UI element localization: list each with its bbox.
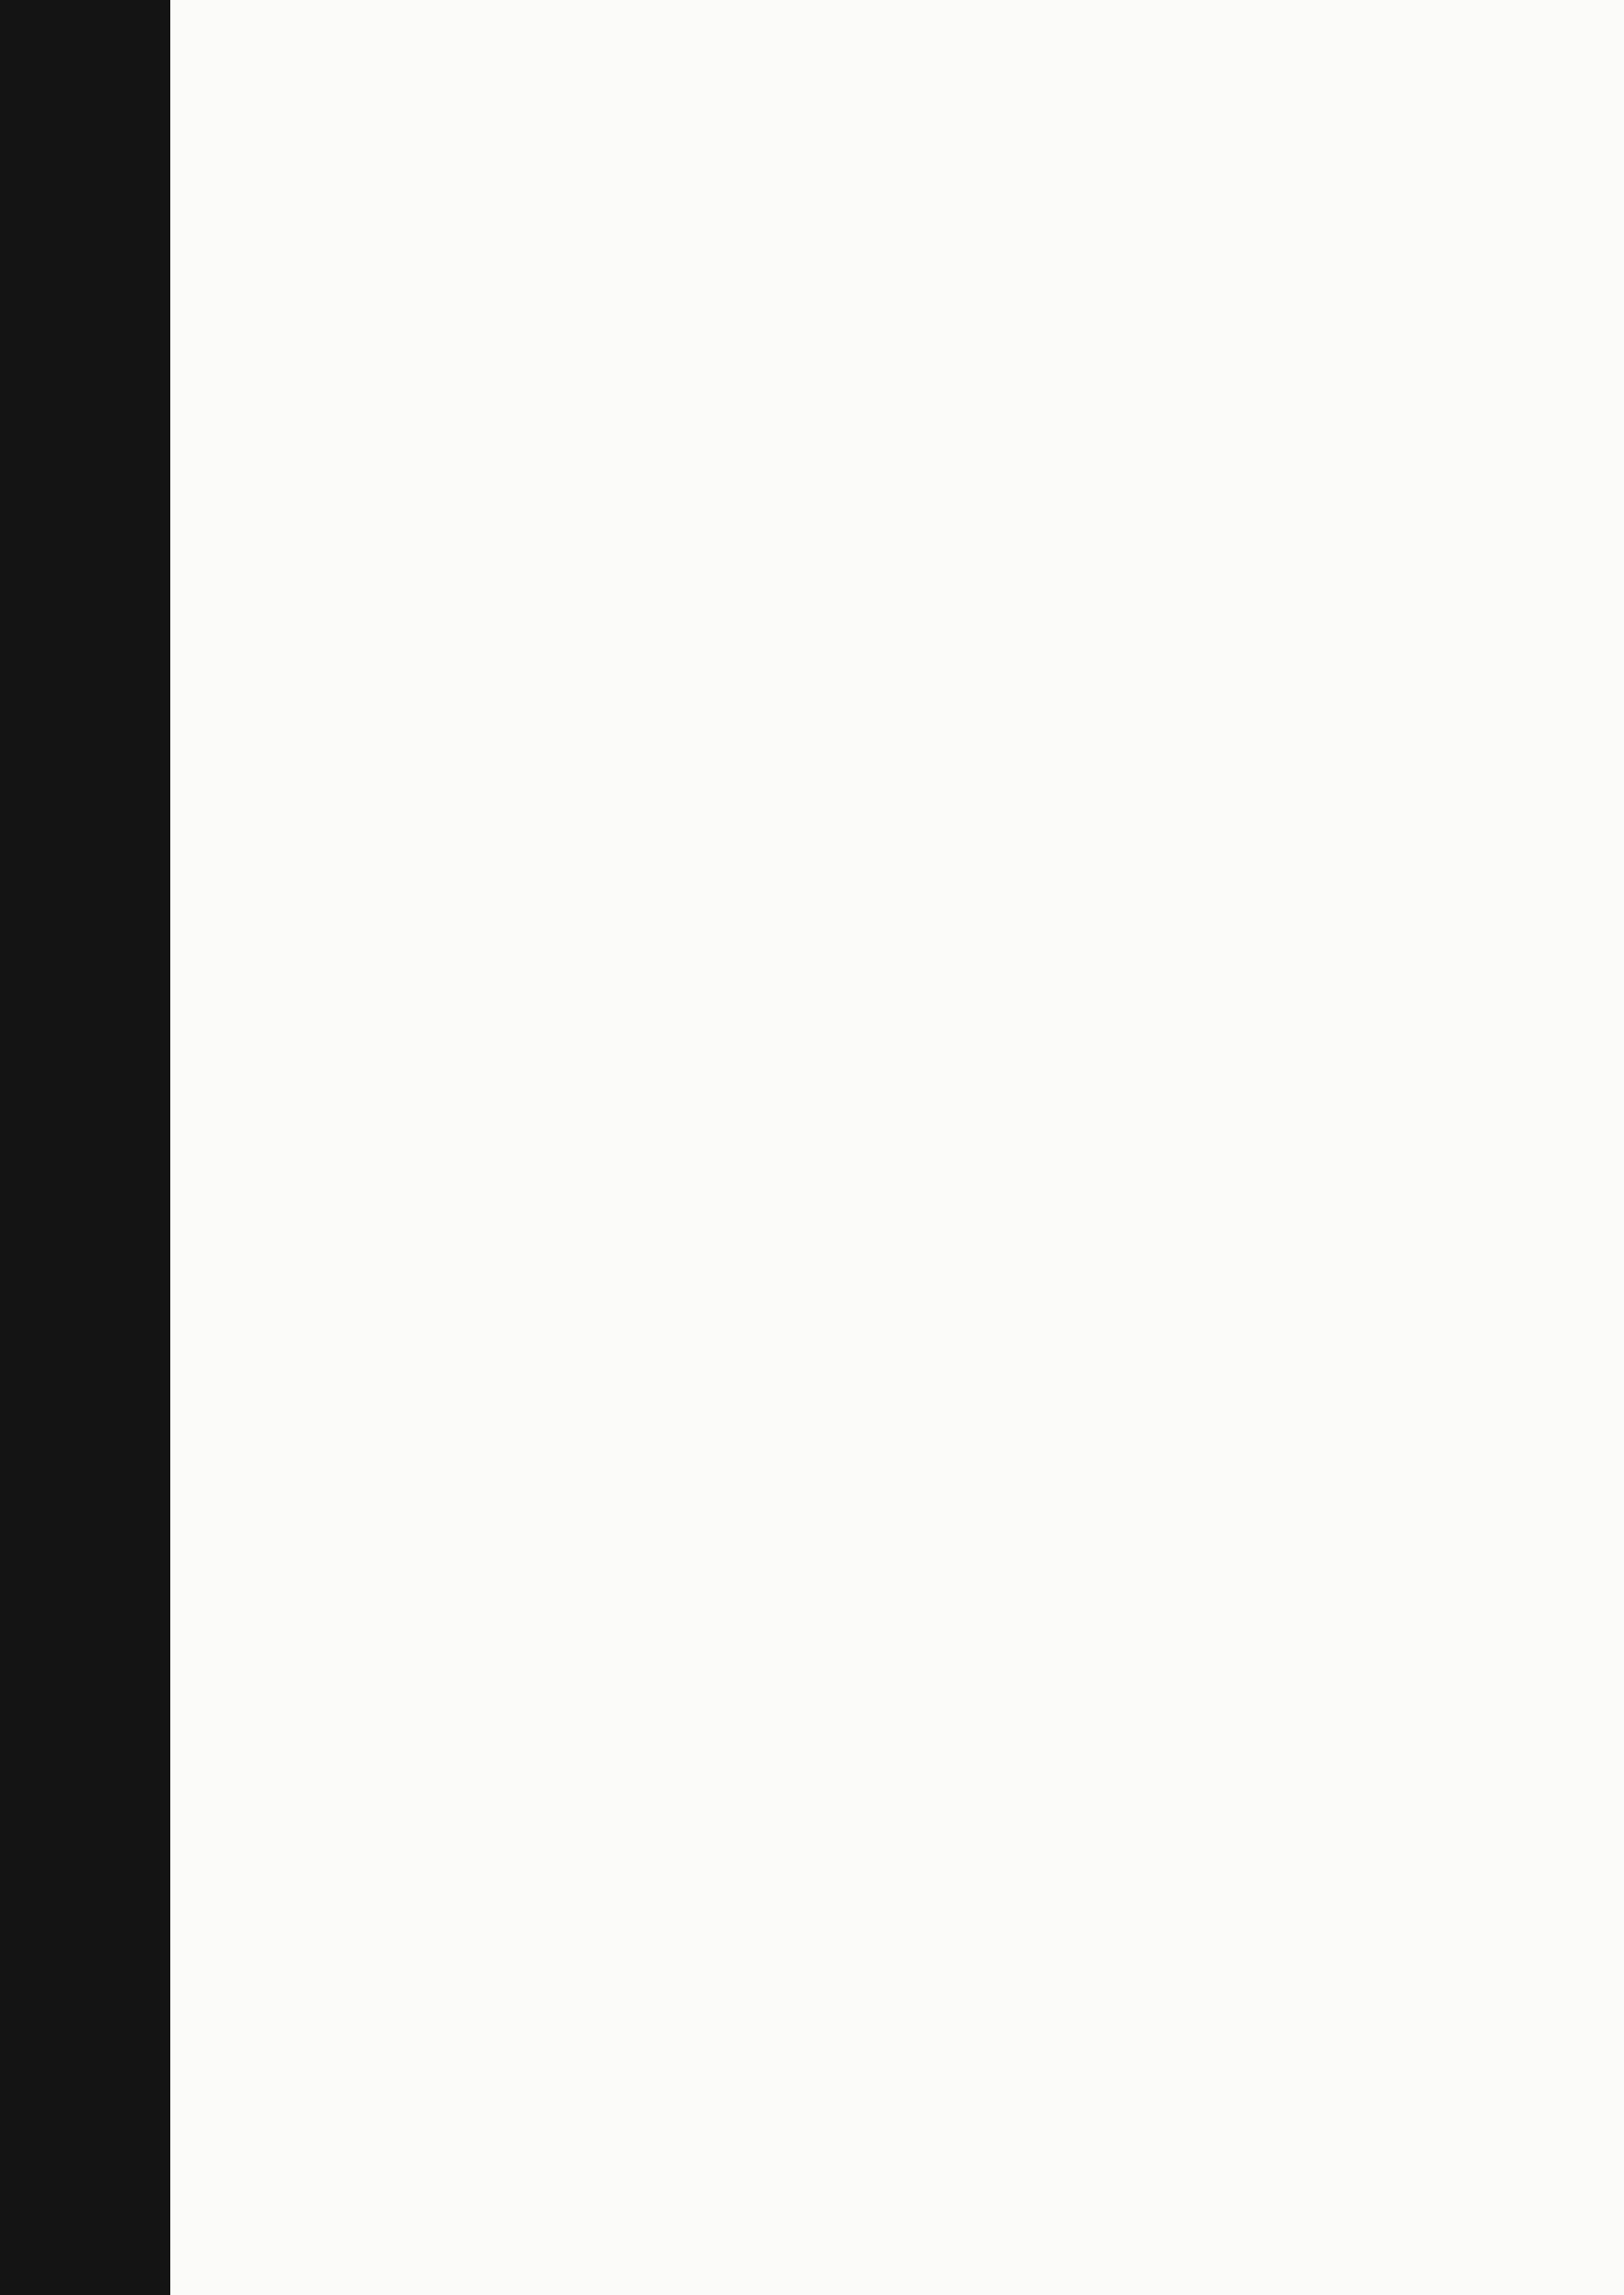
programme-page bbox=[235, 170, 1507, 206]
top-ornament-row bbox=[193, 99, 1555, 143]
bottom-ornament-row bbox=[193, 2152, 1555, 2205]
decorative-border bbox=[0, 0, 170, 2295]
